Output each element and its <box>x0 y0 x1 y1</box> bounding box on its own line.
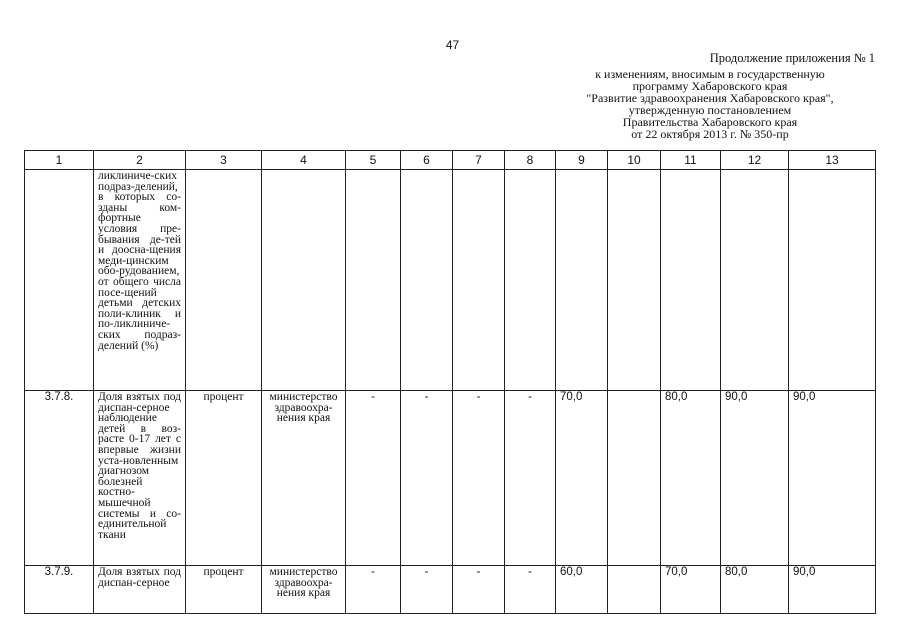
column-header: 4 <box>262 151 346 170</box>
table-row <box>25 566 876 614</box>
indicators-table <box>24 150 876 614</box>
appendix-line-2: программу Хабаровского края <box>632 79 788 93</box>
column-header: 2 <box>94 151 186 170</box>
value-cell: - <box>346 566 401 614</box>
row-number: 3.7.9. <box>25 566 94 614</box>
appendix-line-4: утвержденную постановлением <box>628 103 792 117</box>
table-row <box>25 391 876 566</box>
value-cell <box>346 170 401 391</box>
responsible-cell <box>262 170 346 391</box>
column-header: 13 <box>789 151 876 170</box>
unit-cell: процент <box>186 391 262 566</box>
row-number <box>25 170 94 391</box>
value-cell <box>453 170 505 391</box>
page-number: 47 <box>445 38 460 52</box>
value-cell <box>608 391 661 566</box>
indicator-name: Доля взятых под диспан-серное <box>94 566 186 614</box>
table-row <box>25 170 876 391</box>
value-cell <box>661 170 721 391</box>
column-header: 1 <box>25 151 94 170</box>
value-cell: - <box>401 566 453 614</box>
value-cell: 90,0 <box>789 391 876 566</box>
unit-cell <box>186 170 262 391</box>
value-cell <box>608 170 661 391</box>
indicator-name: ликлиниче-ских подраз-делений, в которых со-зданы ком-фортные условия пре-бывания де-тей и дооcна-щения меди-цинским обо-рудованием, от общего числа посе-щений детьми детских поли-клиник и по-ликлиниче-ских подраз-делений (%) <box>94 170 186 391</box>
column-header: 11 <box>661 151 721 170</box>
value-cell: - <box>505 391 556 566</box>
appendix-line-3: "Развитие здравоохранения Хабаровского края", <box>586 91 834 105</box>
value-cell: - <box>346 391 401 566</box>
appendix-line-1: к изменениям, вносимым в государственную <box>595 67 825 81</box>
column-header: 9 <box>556 151 608 170</box>
value-cell <box>721 170 789 391</box>
table-header-row <box>25 151 876 170</box>
responsible-cell: министерство здравоохра-нения края <box>262 391 346 566</box>
value-cell <box>608 566 661 614</box>
column-header: 12 <box>721 151 789 170</box>
value-cell: - <box>453 566 505 614</box>
appendix-line-6: от 22 октября 2013 г. № 350-пр <box>631 127 789 141</box>
value-cell: 60,0 <box>556 566 608 614</box>
value-cell <box>789 170 876 391</box>
value-cell: 90,0 <box>789 566 876 614</box>
row-number: 3.7.8. <box>25 391 94 566</box>
appendix-line-5: Правительства Хабаровского края <box>622 115 798 129</box>
column-header: 6 <box>401 151 453 170</box>
value-cell <box>401 170 453 391</box>
value-cell: 80,0 <box>661 391 721 566</box>
indicator-name: Доля взятых под диспан-серное наблюдение детей в воз-расте 0-17 лет с впервые жизни уста-новленным диагнозом болезней костно-мышечной системы и со-единительной ткани <box>94 391 186 566</box>
value-cell: 90,0 <box>721 391 789 566</box>
appendix-header <box>545 52 875 140</box>
responsible-cell: министерство здравоохра-нения края <box>262 566 346 614</box>
value-cell: - <box>453 391 505 566</box>
value-cell: 80,0 <box>721 566 789 614</box>
column-header: 3 <box>186 151 262 170</box>
appendix-title: Продолжение приложения № 1 <box>709 51 875 65</box>
value-cell <box>556 170 608 391</box>
value-cell <box>505 170 556 391</box>
column-header: 10 <box>608 151 661 170</box>
unit-cell: процент <box>186 566 262 614</box>
value-cell: 70,0 <box>661 566 721 614</box>
value-cell: 70,0 <box>556 391 608 566</box>
value-cell: - <box>505 566 556 614</box>
value-cell: - <box>401 391 453 566</box>
column-header: 5 <box>346 151 401 170</box>
column-header: 7 <box>453 151 505 170</box>
column-header: 8 <box>505 151 556 170</box>
